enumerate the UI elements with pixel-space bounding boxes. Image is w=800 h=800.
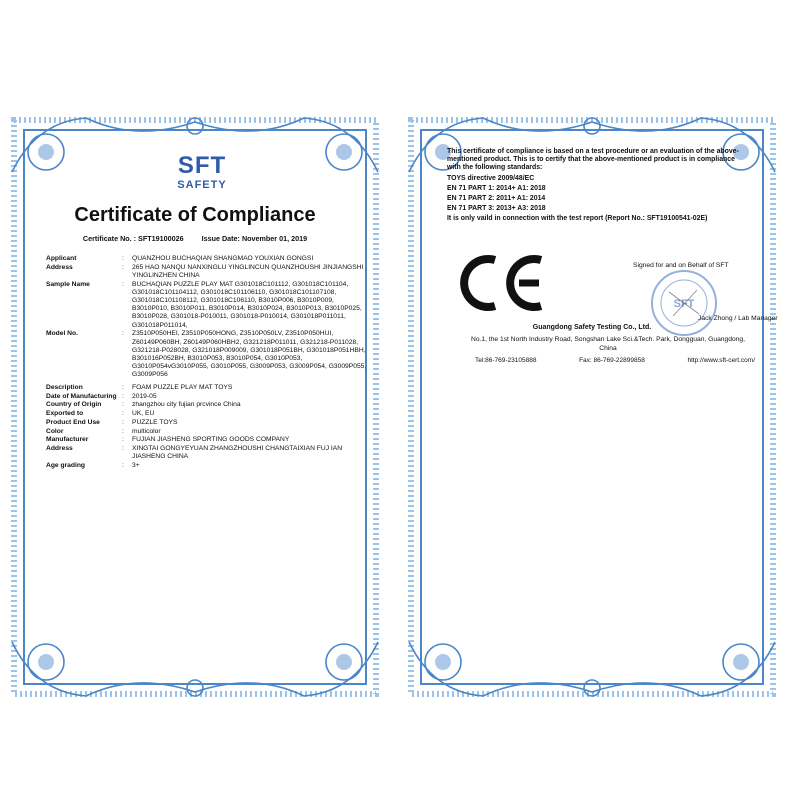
standard-line: EN 71 PART 3: 2013+ A3: 2018 <box>447 205 546 213</box>
field-value: FOAM PUZZLE PLAY MAT TOYS <box>132 384 233 392</box>
field-colon: : <box>122 461 124 469</box>
logo-subtitle: SAFETY <box>177 179 227 191</box>
field-color <box>46 428 366 436</box>
field-label: Model No. <box>46 330 78 338</box>
field-manufacturer <box>46 436 366 444</box>
field-colon: : <box>122 255 124 262</box>
field-applicant <box>46 255 366 263</box>
field-colon: : <box>122 401 124 409</box>
field-value: 3+ <box>132 461 140 469</box>
certificate-fields <box>46 255 366 471</box>
field-manufacturer-address <box>46 445 366 461</box>
signer-name: Jack Zhong / Lab Manager <box>698 315 778 322</box>
field-age-grading <box>46 462 366 470</box>
field-value: multicolor <box>132 427 161 435</box>
field-value: QUANZHOU BUCHAQIAN SHANGMAO YOUXIAN GONGSI <box>132 255 314 262</box>
field-exported-to <box>46 410 366 418</box>
compliance-statement <box>447 148 747 224</box>
field-label: Exported to <box>46 410 84 418</box>
field-description <box>46 384 366 392</box>
field-colon: : <box>122 330 124 338</box>
field-value: PUZZLE TOYS <box>132 418 178 426</box>
certificate-number: Certificate No. : SFT19100026 <box>82 234 184 243</box>
field-value: FUJIAN JIASHENG SPORTING GOODS COMPANY <box>132 436 290 444</box>
field-label: Address <box>46 263 73 271</box>
fax: Fax: 86-769-22899858 <box>579 357 645 364</box>
field-date-of-manufacturing <box>46 393 366 401</box>
field-value: 265 HAO NANQU NANXINGLU YINGLINCUN QUANZHOUSHI JINJIANGSHI YINGLINZHEN CHINA <box>132 263 364 279</box>
certificate-meta <box>6 234 384 243</box>
field-label: Description <box>46 384 83 392</box>
field-address <box>46 264 366 280</box>
field-colon: : <box>122 444 124 452</box>
field-label: Country of Origin <box>46 401 102 409</box>
field-colon: : <box>122 427 124 435</box>
field-label: Color <box>46 427 64 435</box>
organization-name: Guangdong Safety Testing Co., Ltd. <box>532 324 652 331</box>
certificate-page-left <box>6 112 384 702</box>
certificate-page-right <box>403 112 781 702</box>
field-colon: : <box>122 392 124 400</box>
sft-logo <box>166 154 238 194</box>
organization-address: No.1, the 1st North Industry Road, Songshan Lake Sci.&Tech. Park, Dongguan, Guangdong, China <box>471 336 745 352</box>
field-value: 2019-05 <box>132 392 157 400</box>
directive: TOYS directive 2009/48/EC <box>447 174 535 182</box>
validity-note: It is only vaild in connection with the test report (Report No.: SFT19100541-02E) <box>447 215 708 223</box>
field-model-no <box>46 330 366 379</box>
field-label: Sample Name <box>46 280 90 288</box>
page-title: Certificate of Compliance <box>74 204 316 226</box>
field-label: Age grading <box>46 461 86 469</box>
field-label: Product End Use <box>46 418 100 426</box>
telephone: Tel:86-769-23105888 <box>475 357 537 364</box>
field-label: Date of Manufacturing <box>46 392 117 400</box>
field-colon: : <box>122 418 124 426</box>
intro-text: This certificate of compliance is based on a test procedure or an evaluation of the above-mentioned product. This is to certify that the above-mentioned product is in compliance with the following standards: <box>447 148 739 172</box>
field-value: Z3510P050HEI, Z3510P050HONG, Z3510P050LV, Z3510P050HUI, Z60149P060BH, Z60149P060HBH2, G321218P011011, G321218-P011028, G321218-P028028, G321018P009009, G301018P051BH, G301018P051HBH, B301016P052BH, B3010P053, B3010P054, G3010P053, G3010P054vG3010P055, G3010P055, G3009P053, G3009P054, G3009P055, G3009P056 <box>132 330 367 379</box>
website-link[interactable]: http://www.sft-cert.com/ <box>687 357 755 364</box>
stamp-center-text: SFT <box>673 298 695 310</box>
field-label: Address <box>46 444 73 452</box>
signed-on-behalf: Signed for and on Behalf of SFT <box>633 262 729 269</box>
field-value: UK, EU <box>132 410 155 418</box>
issue-date: Issue Date: November 01, 2019 <box>201 234 308 243</box>
field-colon: : <box>122 410 124 418</box>
field-value: BUCHAQIAN PUZZLE PLAY MAT G301018C101112, G301018C101104, G301018C101104112, G301018C101106110, G301018C101107108, G301018C101108112, G301018C106110, B3010P006, B3010P009, B3010P010, B3010P011, B3010P014, B3010P024, B3010P013, B3010P025, B3010P028, G301018-P010011, G301018-P010014, G301018P011011, G301018P011014, <box>132 280 362 329</box>
field-colon: : <box>122 280 124 288</box>
logo-mark: SFT <box>177 152 227 179</box>
field-label: Applicant <box>46 255 77 262</box>
contact-line <box>475 357 755 364</box>
ce-mark-icon <box>457 252 547 314</box>
field-country-of-origin <box>46 401 366 409</box>
field-colon: : <box>122 263 124 271</box>
field-colon: : <box>122 436 124 444</box>
field-value: zhangzhou city fujian prcvince China <box>132 401 241 409</box>
standard-line: EN 71 PART 2: 2011+ A1: 2014 <box>447 195 546 203</box>
field-sample-name <box>46 281 366 330</box>
field-colon: : <box>122 384 124 392</box>
field-label: Manufacturer <box>46 436 89 444</box>
field-value: XINGTAI GONGYEYUAN ZHANGZHOUSHI CHANGTAIXIAN FUJ IAN JIASHENG CHINA <box>132 444 343 461</box>
field-product-end-use <box>46 419 366 427</box>
standard-line: EN 71 PART 1: 2014+ A1: 2018 <box>447 184 546 192</box>
